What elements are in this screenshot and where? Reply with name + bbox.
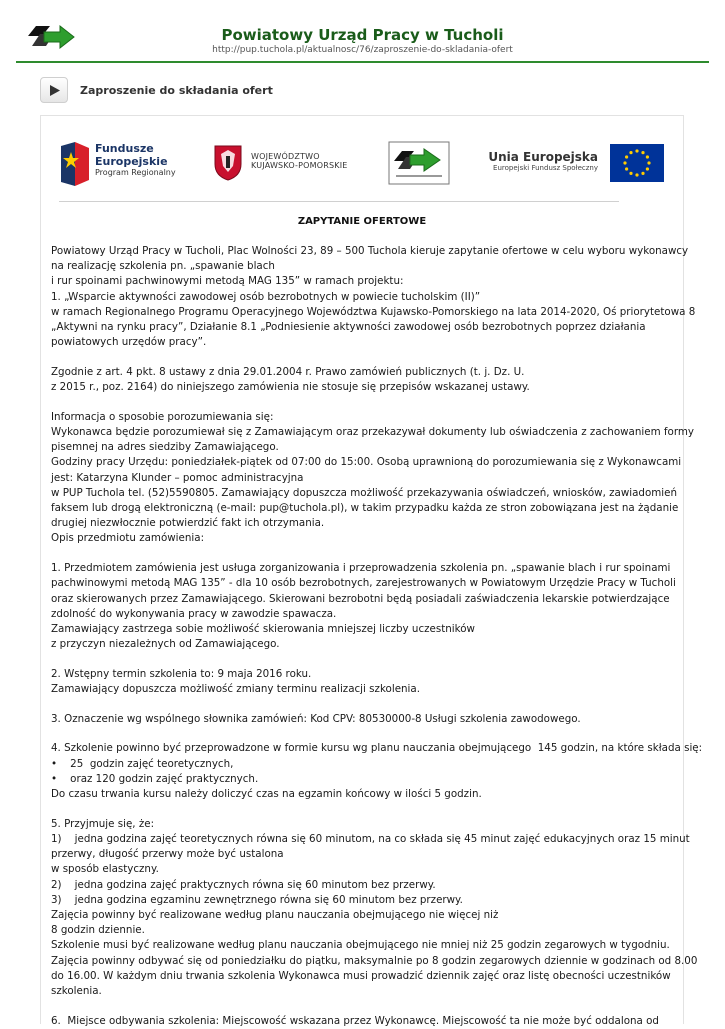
text-line: pachwinowymi metodą MAG 135” - dla 10 osób bezrobotnych, zarejestrowanych w Powiatowym Urzędzie Pracy w Tucholi: [51, 577, 676, 590]
text-line: Wykonawca będzie porozumiewał się z Zamawiającym oraz przekazywał dokumenty lub oświadczenia z zachowaniem formy: [51, 426, 694, 439]
text-line: do 16.00. W każdym dniu trwania szkolenia Wykonawca musi prowadzić dziennik zajęć oraz listę obecności uczestników: [51, 969, 671, 982]
fundusze-europejskie-logo: [59, 136, 189, 190]
text-line: szkolenia.: [51, 985, 102, 998]
kujawsko-pomorskie-logo: [213, 142, 363, 186]
pup-emblem-icon: [388, 141, 450, 185]
coat-of-arms-icon: [213, 144, 243, 182]
header-divider: [16, 61, 709, 63]
fe-star-icon: [59, 138, 91, 188]
text-line: 3) jedna godzina egzaminu zewnętrznego równa się 60 minutom bez przerwy.: [51, 893, 463, 906]
text-line: faksem lub drogą elektroniczną (e-mail: pup@tuchola.pl), w takim przypadku każda ze stron zobowiązana jest na żądanie: [51, 502, 679, 515]
paragraph-gap: [51, 350, 677, 365]
paragraph-gap: [51, 697, 677, 712]
text-line: 1. „Wsparcie aktywności zawodowej osób bezrobotnych w powiecie tucholskim (II)”: [51, 290, 481, 303]
paragraph-gap: [51, 547, 677, 562]
text-line: Powiatowy Urząd Pracy w Tucholi, Plac Wolności 23, 89 – 500 Tuchola kieruje zapytanie ofertowe w celu wyboru wykonawcy: [51, 245, 689, 257]
text-line: Godziny pracy Urzędu: poniedziałek-piątek od 07:00 do 15:00. Osobą uprawnioną do porozumiewania się z Wykonawcami: [51, 456, 682, 469]
text-line: Zamawiający zastrzega sobie możliwość skierowania mniejszej liczby uczestników: [51, 622, 475, 635]
text-line: z przyczyn niezależnych od Zamawiającego.: [51, 638, 280, 651]
text-line: z 2015 r., poz. 2164) do niniejszego zamówienia nie stosuje się przepisów wskazanej ustawy.: [51, 381, 530, 394]
text-line: powiatowych urzędów pracy”.: [51, 336, 207, 349]
text-line: • oraz 120 godzin zajęć praktycznych.: [51, 772, 259, 785]
paragraph-gap: [51, 727, 677, 742]
text-line: drugiej niezwłocznie potwierdzić fakt ich otrzymania.: [51, 517, 325, 530]
paragraph-gap: [51, 802, 677, 817]
fe-name-line2: Europejskie: [95, 155, 168, 168]
paragraph: [51, 365, 677, 395]
text-line: Informacja o sposobie porozumiewania się:: [51, 410, 274, 423]
text-line: Zamawiający dopuszcza możliwość zmiany terminu realizacji szkolenia.: [51, 683, 421, 696]
unia-europejska-logo: [478, 138, 666, 186]
text-line: 4. Szkolenie powinno być przeprowadzone w formie kursu wg planu nauczania obejmującego 145 godzin, na które składa się:: [51, 742, 703, 755]
text-line: i rur spoinami pachwinowymi metodą MAG 135” w ramach projektu:: [51, 275, 404, 288]
text-line: pisemnej na adres siedziby Zamawiającego.: [51, 441, 279, 454]
text-line: Szkolenie musi być realizowane według planu nauczania obejmującego nie mniej niż 25 godzin zegarowych w tygodniu.: [51, 939, 670, 952]
text-line: 1) jedna godzina zajęć teoretycznych równa się 60 minutom, na co składa się 45 minut zajęć edukacyjnych oraz 15 minut: [51, 833, 690, 845]
text-line: w ramach Regionalnego Programu Operacyjnego Województwa Kujawsko-Pomorskiego na lata 2014-2020, Oś priorytetowa 8: [51, 305, 696, 318]
funding-logos-strip: [41, 116, 683, 206]
text-line: „Aktywni na rynku pracy”, Działanie 8.1 „Podniesienie aktywności zawodowej osób bezrobotnych poprzez działania: [51, 321, 646, 334]
paragraph: [51, 410, 694, 547]
site-title[interactable]: Powiatowy Urząd Pracy w Tucholi: [221, 26, 504, 44]
text-line: 2. Wstępny termin szkolenia to: 9 maja 2016 roku.: [51, 667, 312, 680]
paragraph-gap: [51, 652, 677, 667]
paragraph-gap: [51, 395, 677, 410]
fe-name-line1: Fundusze: [95, 142, 154, 155]
text-line: Zajęcia powinny odbywać się od poniedziałku do piątku, maksymalnie po 8 godzin zegarowych dziennie w godzinach od 8.00: [51, 954, 698, 967]
pup-tuchola-logo: [388, 141, 450, 185]
page-title: Zaproszenie do składania ofert: [80, 84, 273, 97]
text-line: Zajęcia powinny być realizowane według planu nauczania obejmującego nie więcej niż: [51, 909, 499, 922]
fe-program-label: Program Regionalny: [95, 168, 176, 177]
site-header: [0, 0, 725, 64]
paragraph: [51, 1014, 677, 1029]
text-line: 1. Przedmiotem zamówienia jest usługa zorganizowania i przeprowadzenia szkolenia pn. „spawanie blach i rur spoinami: [51, 562, 671, 575]
ue-fund-name: Europejski Fundusz Społeczny: [493, 164, 598, 172]
paragraph: [51, 712, 677, 727]
text-line: 5. Przyjmuje się, że:: [51, 817, 155, 830]
text-line: 2) jedna godzina zajęć praktycznych równa się 60 minutom bez przerwy.: [51, 878, 436, 891]
text-line: w sposób elastyczny.: [51, 863, 159, 876]
text-line: oraz skierowanych przez Zamawiającego. Skierowani bezrobotni będą posiadali zaświadczenia lekarskie potwierdzające: [51, 592, 670, 605]
paragraph-gap: [51, 999, 677, 1014]
ue-name: Unia Europejska: [488, 150, 598, 164]
paragraph: [51, 667, 677, 697]
kp-name-line2: KUJAWSKO-POMORSKIE: [251, 161, 348, 170]
eu-flag-icon: [610, 144, 664, 182]
text-line: zdolność do wykonywania pracy w zawodzie spawacza.: [51, 607, 337, 620]
paragraph: [51, 817, 698, 999]
text-line: 3. Oznaczenie wg wspólnego słownika zamówień: Kod CPV: 80530000-8 Usługi szkolenia zawodowego.: [51, 712, 581, 725]
text-line: Zgodnie z art. 4 pkt. 8 ustawy z dnia 29.01.2004 r. Prawo zamówień publicznych (t. j. Dz. U.: [51, 365, 525, 378]
text-line: 8 godzin dziennie.: [51, 924, 145, 937]
paragraph: [51, 561, 677, 652]
text-line: jest: Katarzyna Klunder – pomoc administracyjna: [51, 471, 304, 484]
text-line: w PUP Tuchola tel. (52)5590805. Zamawiający dopuszcza możliwość przekazywania oświadczeń, wniosków, zawiadomień: [51, 486, 678, 499]
logos-divider: [59, 201, 619, 202]
play-arrow-icon: [49, 84, 61, 97]
text-line: 6. Miejsce odbywania szkolenia: Miejscowość wskazana przez Wykonawcę. Miejscowość ta nie może być oddalona od: [51, 1014, 659, 1027]
text-line: na realizację szkolenia pn. „spawanie blach: [51, 260, 275, 273]
document-title: ZAPYTANIE OFERTOWE: [297, 216, 427, 227]
text-line: przerwy, długość przerwy może być ustalona: [51, 848, 284, 861]
text-line: • 25 godzin zajęć teoretycznych,: [51, 757, 234, 770]
kp-name-line1: WOJEWÓDZTWO: [251, 152, 320, 161]
text-line: Opis przedmiotu zamówienia:: [51, 532, 205, 545]
text-line: Do czasu trwania kursu należy doliczyć czas na egzamin końcowy w ilości 5 godzin.: [51, 788, 482, 801]
document-body: [51, 244, 703, 1029]
site-url[interactable]: http://pup.tuchola.pl/aktualnosc/76/zaproszenie-do-skladania-ofert: [212, 45, 513, 55]
paragraph: [51, 244, 696, 350]
play-arrow-button[interactable]: [40, 77, 68, 103]
article-card: [40, 115, 703, 1027]
paragraph: [51, 741, 703, 802]
